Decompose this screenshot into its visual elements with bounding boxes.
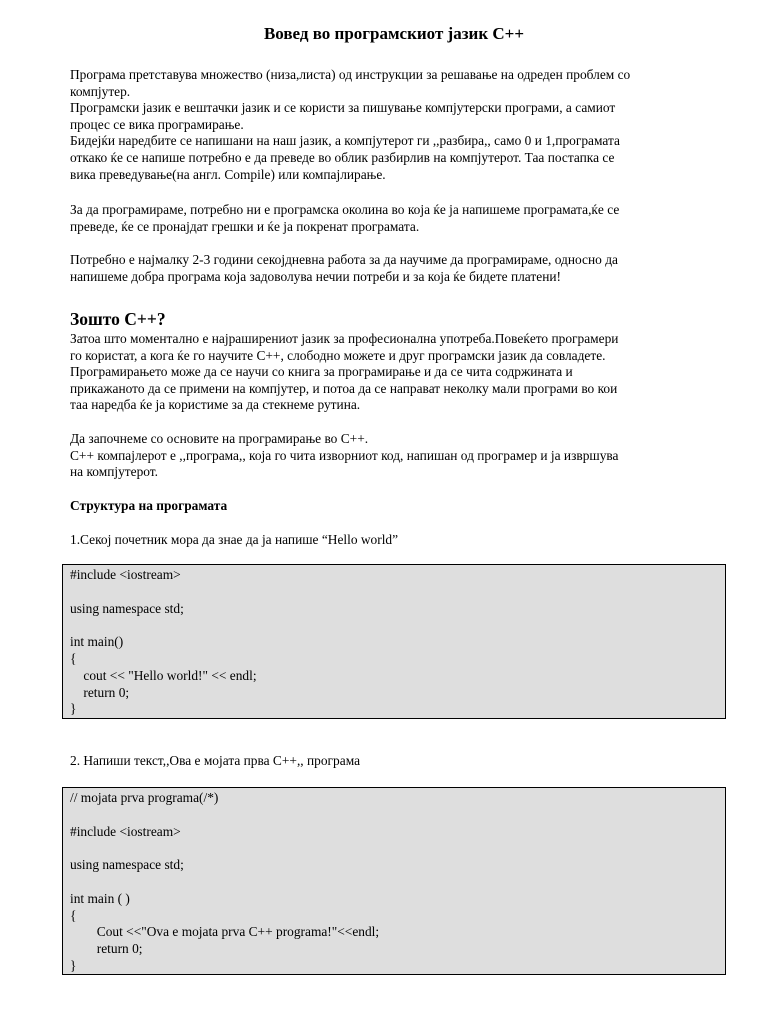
start-paragraph [70,431,730,481]
text-line: Потребно е најмалку 2-3 години секојдневна работа за да научиме да програмираме, односно да [70,252,618,267]
text-line: Програмирањето може да се научи со книга за програмирање и да се чита содржината и [70,364,573,380]
code-block-hello-world [62,564,726,719]
text-line: таа наредба ќе ја користиме за да стекнеме рутина. [70,397,361,413]
text-line: компјутер. [70,83,131,99]
why-paragraph [70,331,730,414]
code-line: { [70,650,77,666]
text-line: на компјутерот. [70,464,158,480]
code-line: } [70,957,77,973]
text-line: откако ќе се напише потребно е да преведе во облик разбирлив на компјутерот. Таа постапка се [70,149,615,165]
text-line: Да започнеме со основите на програмирање во C++. [70,431,369,446]
text-line: преведе, ќе се пронајдат грешки и ќе ја покренат програмата. [70,218,420,234]
code-line: int main ( ) [70,890,130,906]
text-line: го користат, а кога ќе го научите C++, слободно можете и друг програмски јазик да совладете. [70,347,606,363]
text-line: 2. Напиши текст,,Ова е мојата прва C++,, програма [70,753,361,768]
code-line: #include <iostream> [70,823,181,839]
environment-paragraph [70,202,730,235]
intro-paragraph [70,67,730,183]
code-line: #include <iostream> [70,567,181,582]
code-line [70,807,725,824]
code-line: { [70,907,77,923]
code-line: int main() [70,634,124,650]
code-line: // mojata prva programa(/*) [70,790,219,805]
code-line [70,617,725,634]
structure-heading: Структура на програмата [70,498,228,513]
text-line: прикажаното да се примени на компјутер, и потоа да се направат неколку мали програми во кои [70,380,618,396]
text-line: Програма претставува множество (низа,листа) од инструкции за решавање на одреден проблем со [70,67,631,82]
text-line: Програмски јазик е вештачки јазик и се користи за пишување компјутерски програми, а самиот [70,100,616,116]
document-title: Вовед во програмскиот јазик C++ [263,24,525,43]
code-line [70,584,725,601]
code-line: cout << "Hello world!" << endl; [70,667,257,683]
code-line: return 0; [70,941,143,957]
text-line: напишеме добра програма која задоволува нечии потреби и за која ќе бидете платени! [70,268,561,284]
practice-paragraph [70,252,730,285]
text-line: Затоа што моментално е најраширениот јазик за професионална употреба.Повеќето програмери [70,331,619,346]
example2-caption [70,753,730,770]
text-line: За да програмираме, потребно ни е програмска околина во која ќе ја напишеме програмата,ќе се [70,202,620,217]
why-heading: Зошто C++? [70,309,166,329]
text-line: процес се вика програмирање. [70,116,244,132]
code-line: return 0; [70,684,130,700]
code-block-first-program [62,787,726,975]
code-line: using namespace std; [70,857,184,873]
text-line: вика преведување(на англ. Compile) или компајлирање. [70,166,386,182]
code-line: Cout <<"Ova e mojata prva C++ programa!"<<endl; [70,924,380,940]
text-line: Бидејќи наредбите се напишани на наш јазик, а компјутерот ги ,,разбира,, само 0 и 1,програмата [70,133,620,149]
example1-caption [70,532,730,549]
code-line: } [70,701,77,717]
code-line [70,840,725,857]
code-line [70,874,725,891]
text-line: C++ компајлерот е ,,програма,, која го чита изворниот код, напишан од програмер и ја извршува [70,447,619,463]
code-line: using namespace std; [70,600,184,616]
text-line: 1.Секој почетник мора да знае да ја напише “Hello world” [70,532,399,547]
